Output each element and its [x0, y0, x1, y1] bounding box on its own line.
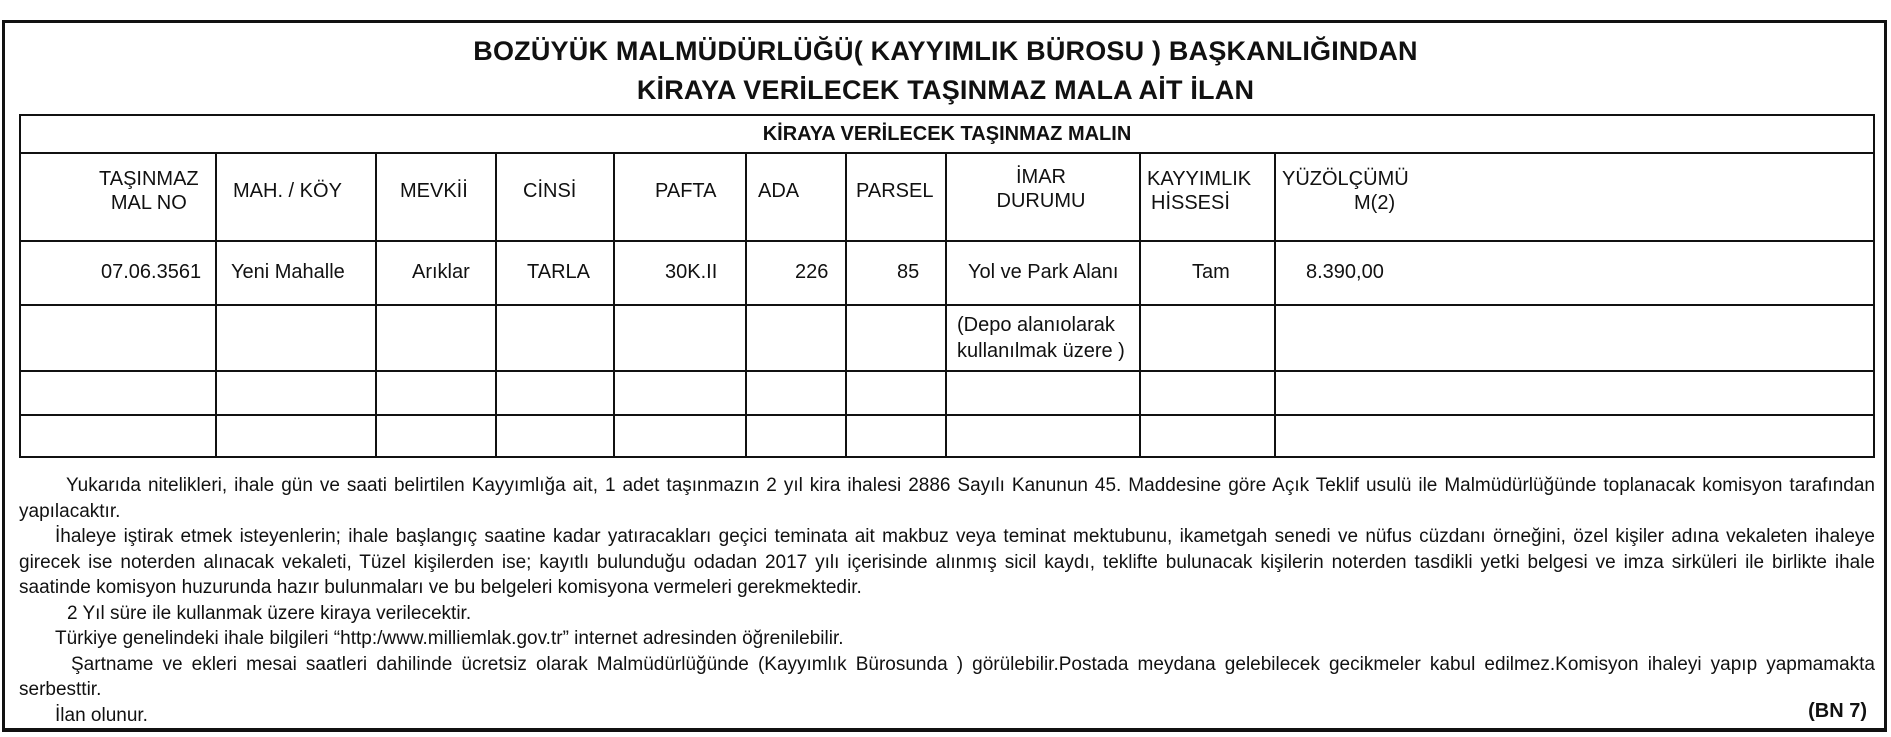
header-ada: ADA — [758, 180, 800, 202]
col-divider — [745, 154, 747, 456]
header-line: TAŞINMAZ — [99, 168, 199, 190]
header-kayyimlik-hissesi — [1147, 167, 1251, 215]
notice-title-line1: BOZÜYÜK MALMÜDÜRLÜĞÜ( KAYYIMLIK BÜROSU ) BAŞKANLIĞINDAN — [473, 36, 1418, 66]
col-divider — [495, 154, 497, 456]
cell-parsel: 85 — [897, 261, 920, 283]
header-cinsi: CİNSİ — [523, 180, 577, 202]
cell-imar-note — [957, 312, 1125, 364]
col-divider — [613, 154, 615, 456]
row-divider — [21, 240, 1873, 242]
header-yuzolcumu — [1282, 167, 1409, 215]
col-divider — [375, 154, 377, 456]
cell-mevkii: Arıklar — [412, 261, 470, 283]
header-line: MAL NO — [110, 192, 187, 214]
col-divider — [1139, 154, 1141, 456]
cell-mah-koy: Yeni Mahalle — [231, 261, 345, 283]
header-imar-durumu — [981, 165, 1101, 213]
paragraph-duration: 2 Yıl süre ile kullanmak üzere kiraya verilecektir. — [67, 602, 472, 624]
row-divider — [21, 370, 1873, 372]
header-pafta: PAFTA — [655, 180, 717, 202]
paragraph-closing: İlan olunur. — [55, 704, 148, 726]
property-table — [19, 114, 1875, 458]
header-line: KAYYIMLIK — [1147, 168, 1252, 190]
col-divider — [845, 154, 847, 456]
note-line: (Depo alanıolarak — [957, 314, 1115, 336]
paragraph-website: Türkiye genelindeki ihale bilgileri “http:/www.milliemlak.gov.tr” internet adresinden öğrenilebilir. — [55, 628, 844, 649]
note-line: kullanılmak üzere ) — [957, 340, 1125, 362]
row-divider — [21, 414, 1873, 416]
cell-cinsi: TARLA — [527, 261, 590, 283]
header-parsel: PARSEL — [856, 180, 934, 202]
header-line: HİSSESİ — [1151, 192, 1230, 214]
header-line: İMAR — [1016, 166, 1066, 188]
col-divider — [945, 154, 947, 456]
header-line: DURUMU — [996, 190, 1086, 212]
cell-yuzolcumu: 8.390,00 — [1306, 261, 1384, 283]
cell-kayyimlik-hissesi: Tam — [1192, 261, 1230, 283]
paragraph-auction-method: Yukarıda nitelikleri, ihale gün ve saati belirtilen Kayyımlığa ait, 1 adet taşınmazın 2 yıl kira ihalesi 2886 Sayılı Kanunun 45. Maddesine göre Açık Teklif usulü ile Malmüdürlüğünde toplanacak komisyon tarafından yapılacaktır. — [19, 475, 1875, 522]
table-caption: KİRAYA VERİLECEK TAŞINMAZ MALIN — [21, 116, 1873, 154]
cell-mal-no: 07.06.3561 — [101, 261, 202, 283]
cell-imar-durumu: Yol ve Park Alanı — [968, 261, 1119, 283]
paragraph-requirements: İhaleye iştirak etmek isteyenlerin; ihale başlangıç saatine kadar yatıracakları geçici teminata ait makbuz veya teminat mektubunu, ikametgah senedi ve nüfus cüzdanı örneğini, özel kişiler adına vekaleten ihaleye girecek ise noterden alınacak vekaleti, Tüzel kişilerden ise; kayıtlı bulunduğu odadan 2017 yılı içerisinde alınmış sicil kaydı, teklifte bulunacak kişilerin noterden tasdikli yetki belgesi ve imza sirküleri ile birlikte ihale saatinde komisyon huzurunda hazır bulunmaları ve bu belgeleri komisyona vermeleri gerekmektedir. — [19, 526, 1875, 598]
cell-pafta: 30K.II — [665, 261, 718, 283]
col-divider — [1274, 154, 1276, 456]
reference-code: (BN 7) — [1808, 700, 1867, 722]
header-mal-no — [99, 167, 199, 215]
notice-title-line2: KİRAYA VERİLECEK TAŞINMAZ MALA AİT İLAN — [636, 75, 1255, 105]
cell-ada: 226 — [795, 261, 829, 283]
header-mah-koy: MAH. / KÖY — [233, 180, 342, 202]
header-line: YÜZÖLÇÜMÜ — [1282, 168, 1409, 190]
header-line: M(2) — [1354, 192, 1396, 214]
paragraph-specifications: Şartname ve ekleri mesai saatleri dahilinde ücretsiz olarak Malmüdürlüğünde (Kayyımlık Bürosunda ) görülebilir.Postada meydana gelebilecek gecikmeler kabul edilmez.Komisyon ihaleyi yapıp yapmamakta serbesttir. — [19, 653, 1875, 700]
header-mevkii: MEVKİİ — [400, 180, 468, 202]
col-divider — [215, 154, 217, 456]
notice-body — [19, 473, 1875, 728]
row-divider — [21, 304, 1873, 306]
